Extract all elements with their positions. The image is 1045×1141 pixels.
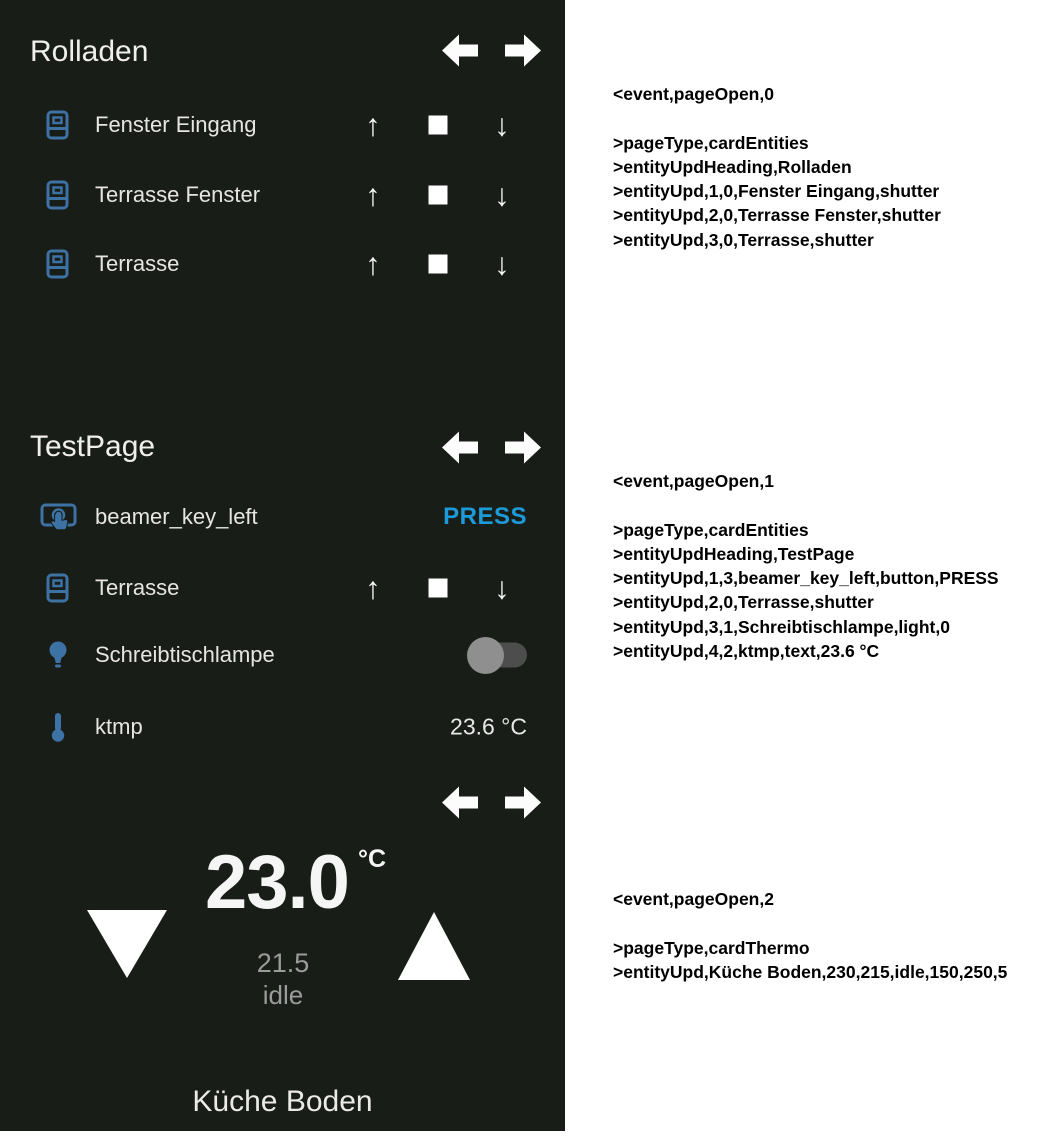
protocol-line: >entityUpdHeading,Rolladen (613, 156, 852, 177)
protocol-line: >entityUpdHeading,TestPage (613, 543, 855, 564)
protocol-line (613, 106, 941, 130)
shutter-stop-button[interactable] (429, 579, 448, 598)
protocol-line: >entityUpd,1,3,beamer_key_left,button,PRESS (613, 568, 999, 589)
protocol-line: <event,pageOpen,2 (613, 889, 774, 909)
setpoint-increase-button[interactable] (398, 912, 470, 980)
temperature-unit: °C (358, 845, 387, 873)
protocol-block-page2 (613, 887, 1007, 984)
current-temperature: 23.0 (205, 840, 349, 925)
shutter-down-button[interactable]: ↓ (494, 570, 510, 606)
protocol-line: >entityUpd,1,0,Fenster Eingang,shutter (613, 181, 940, 202)
thermostat-entity-name: Küche Boden (192, 1085, 373, 1118)
entity-row-ktmp (0, 695, 565, 759)
arrow-right-icon (505, 32, 543, 69)
entity-label: beamer_key_left (95, 504, 258, 529)
shutter-icon (46, 180, 69, 210)
shutter-icon (46, 249, 69, 279)
setpoint-decrease-button[interactable] (87, 910, 167, 978)
page-next-button[interactable] (505, 429, 543, 466)
entity-row-terrasse-2 (0, 556, 565, 620)
arrow-right-icon (505, 784, 543, 821)
entity-label: Terrasse Fenster (95, 182, 261, 207)
page-next-button[interactable] (505, 784, 543, 821)
protocol-line: >pageType,cardThermo (613, 937, 810, 958)
shutter-up-button[interactable]: ↑ (365, 246, 381, 282)
page-prev-button[interactable] (440, 429, 478, 466)
protocol-line: >pageType,cardEntities (613, 519, 809, 540)
lightbulb-icon (46, 640, 70, 670)
shutter-down-button[interactable]: ↓ (494, 177, 510, 213)
temperature-value: 23.6 °C (450, 713, 527, 740)
shutter-up-button[interactable]: ↑ (365, 570, 381, 606)
protocol-line: <event,pageOpen,0 (613, 84, 774, 104)
thermometer-icon (48, 712, 68, 743)
protocol-block-page0 (613, 82, 941, 252)
setpoint-value: 21.5 (256, 948, 310, 978)
protocol-line: >entityUpd,3,1,Schreibtischlampe,light,0 (613, 616, 950, 637)
shutter-icon (46, 573, 69, 603)
toggle-knob (467, 637, 504, 674)
entity-label: Fenster Eingang (95, 112, 257, 137)
arrow-left-icon (440, 32, 478, 69)
protocol-line: >entityUpd,3,0,Terrasse,shutter (613, 229, 874, 250)
entity-row-schreibtischlampe (0, 623, 565, 687)
shutter-stop-button[interactable] (429, 255, 448, 274)
entity-row-beamer-key-left (0, 485, 565, 549)
shutter-down-button[interactable]: ↓ (494, 107, 510, 143)
entity-label: Terrasse (95, 251, 180, 276)
entity-row-fenster-eingang (0, 93, 565, 157)
shutter-stop-button[interactable] (429, 116, 448, 135)
protocol-line: >entityUpd,Küche Boden,230,215,idle,150,250,5 (613, 961, 1008, 982)
arrow-right-icon (505, 429, 543, 466)
entity-label: ktmp (95, 714, 143, 739)
page-next-button[interactable] (505, 32, 543, 69)
page-prev-button[interactable] (440, 784, 478, 821)
light-toggle-off[interactable] (469, 643, 527, 668)
shutter-up-button[interactable]: ↑ (365, 107, 381, 143)
protocol-line: >entityUpd,4,2,ktmp,text,23.6 °C (613, 641, 880, 662)
page-prev-button[interactable] (440, 32, 478, 69)
card-heading-rolladen: Rolladen (30, 35, 149, 68)
shutter-up-button[interactable]: ↑ (365, 177, 381, 213)
entity-label: Terrasse (95, 575, 180, 600)
tap-button-icon (40, 501, 78, 533)
shutter-icon (46, 110, 69, 140)
entity-row-terrasse-fenster (0, 163, 565, 227)
protocol-line: <event,pageOpen,1 (613, 471, 774, 491)
arrow-left-icon (440, 784, 478, 821)
entity-row-terrasse (0, 232, 565, 296)
shutter-stop-button[interactable] (429, 186, 448, 205)
protocol-line (613, 493, 999, 517)
protocol-block-page1 (613, 469, 999, 663)
press-button[interactable]: PRESS (443, 503, 527, 530)
hvac-state: idle (262, 980, 304, 1010)
protocol-line: >entityUpd,2,0,Terrasse,shutter (613, 592, 874, 613)
protocol-line: >entityUpd,2,0,Terrasse Fenster,shutter (613, 205, 941, 226)
protocol-line: >pageType,cardEntities (613, 132, 809, 153)
entity-label: Schreibtischlampe (95, 642, 275, 667)
arrow-left-icon (440, 429, 478, 466)
shutter-down-button[interactable]: ↓ (494, 246, 510, 282)
card-heading-testpage: TestPage (30, 430, 156, 463)
protocol-line (613, 911, 1007, 935)
